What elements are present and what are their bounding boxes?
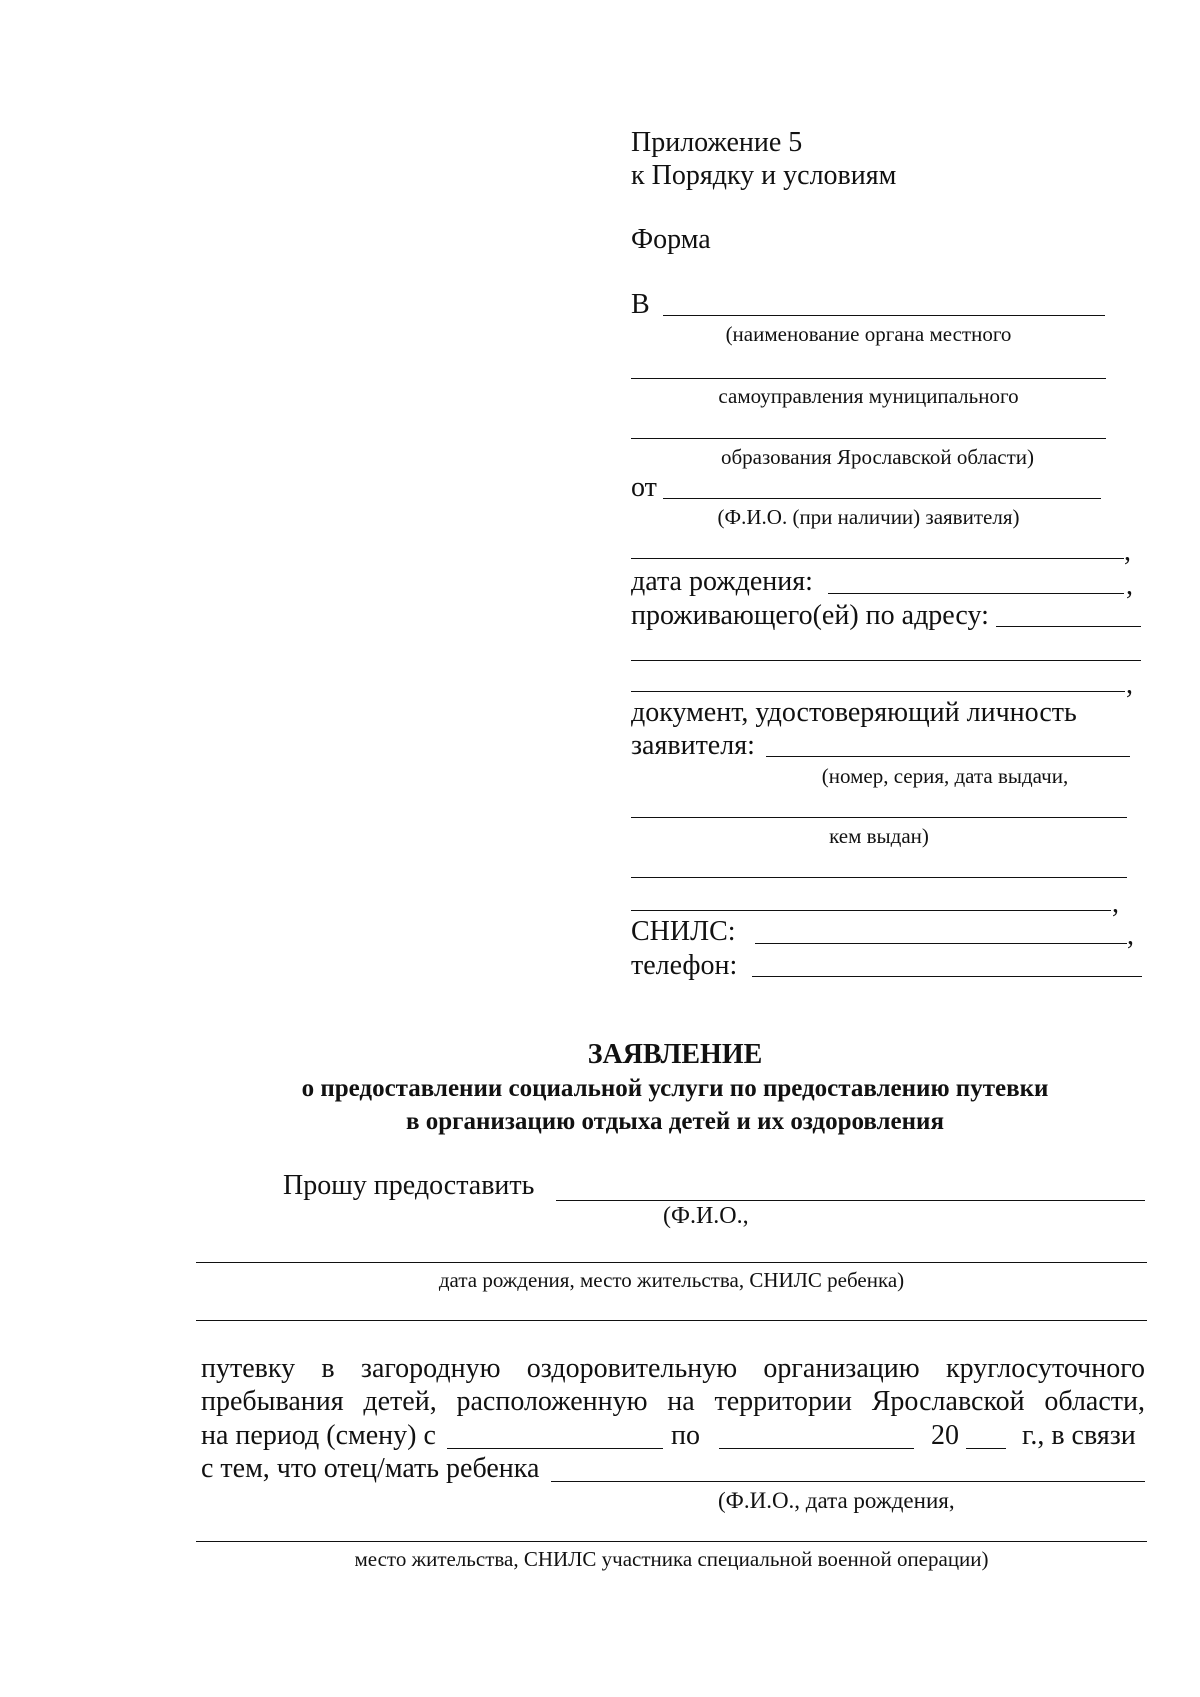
hint-parent-2: место жительства, СНИЛС участника специальной военной операции)	[354, 1547, 989, 1571]
year-suffix: г., в связи	[1022, 1420, 1136, 1451]
applicant-name-field-2[interactable]	[631, 558, 1124, 559]
hint-organ-2: самоуправления муниципального	[718, 384, 1019, 408]
parent-label: с тем, что отец/мать ребенка	[201, 1453, 540, 1484]
from-prefix: от	[631, 472, 657, 503]
to-prefix: В	[631, 289, 650, 320]
hint-doc-2: кем выдан)	[829, 824, 929, 848]
snils-field[interactable]	[755, 943, 1127, 944]
organ-field-3[interactable]	[631, 438, 1106, 439]
hint-doc-1: (номер, серия, дата выдачи,	[821, 764, 1069, 788]
document-subtitle-2: в организацию отдыха детей и их оздоровления	[406, 1108, 944, 1135]
request-label: Прошу предоставить	[283, 1170, 535, 1201]
address-field-3[interactable]	[631, 691, 1125, 692]
address-field[interactable]	[996, 626, 1141, 627]
address-label: проживающего(ей) по адресу:	[631, 600, 989, 631]
child-info-field-2[interactable]	[196, 1320, 1147, 1321]
hint-child-1: (Ф.И.О.,	[663, 1203, 749, 1229]
year-prefix: 20	[931, 1420, 959, 1451]
organ-field-2[interactable]	[631, 378, 1106, 379]
period-from-field[interactable]	[447, 1448, 663, 1449]
applicant-name-field[interactable]	[663, 498, 1101, 499]
hint-child-2: дата рождения, место жительства, СНИЛС ребенка)	[438, 1268, 905, 1292]
body-text-line-2: пребывания детей, расположенную на территории Ярославской области,	[201, 1386, 1145, 1417]
comma: ,	[1127, 920, 1134, 951]
appendix-number: Приложение 5	[631, 127, 803, 158]
child-info-field[interactable]	[196, 1262, 1147, 1263]
hint-parent-1: (Ф.И.О., дата рождения,	[718, 1488, 955, 1513]
doc-label-2: заявителя:	[631, 730, 755, 761]
document-field[interactable]	[766, 756, 1130, 757]
parent-info-field[interactable]	[196, 1541, 1147, 1542]
appendix-reference: к Порядку и условиям	[631, 160, 897, 191]
doc-label-1: документ, удостоверяющий личность	[631, 697, 1077, 728]
period-to-label: по	[671, 1420, 700, 1451]
phone-label: телефон:	[631, 950, 738, 981]
period-to-field[interactable]	[719, 1448, 914, 1449]
snils-label: СНИЛС:	[631, 916, 736, 947]
period-prefix: на период (смену) с	[201, 1420, 436, 1451]
hint-organ-1: (наименование органа местного	[725, 322, 1012, 346]
form-label: Форма	[631, 224, 711, 255]
birth-label: дата рождения:	[631, 566, 813, 597]
phone-field[interactable]	[752, 976, 1142, 977]
address-field-2[interactable]	[631, 660, 1141, 661]
document-field-4[interactable]	[631, 910, 1111, 911]
document-title: ЗАЯВЛЕНИЕ	[587, 1039, 763, 1070]
hint-fio: (Ф.И.О. (при наличии) заявителя)	[717, 505, 1020, 529]
child-name-field[interactable]	[556, 1200, 1145, 1201]
document-field-3[interactable]	[631, 877, 1127, 878]
hint-organ-3: образования Ярославской области)	[720, 445, 1035, 469]
organ-field[interactable]	[663, 315, 1105, 316]
comma: ,	[1126, 669, 1133, 700]
birth-date-field[interactable]	[828, 593, 1124, 594]
comma: ,	[1112, 888, 1119, 919]
comma: ,	[1126, 570, 1133, 601]
body-text-line-1: путевку в загородную оздоровительную организацию круглосуточного	[201, 1353, 1145, 1384]
document-subtitle-1: о предоставлении социальной услуги по предоставлению путевки	[301, 1075, 1049, 1102]
comma: ,	[1124, 536, 1131, 567]
document-field-2[interactable]	[631, 817, 1127, 818]
parent-name-field[interactable]	[551, 1481, 1145, 1482]
year-field[interactable]	[966, 1448, 1006, 1449]
